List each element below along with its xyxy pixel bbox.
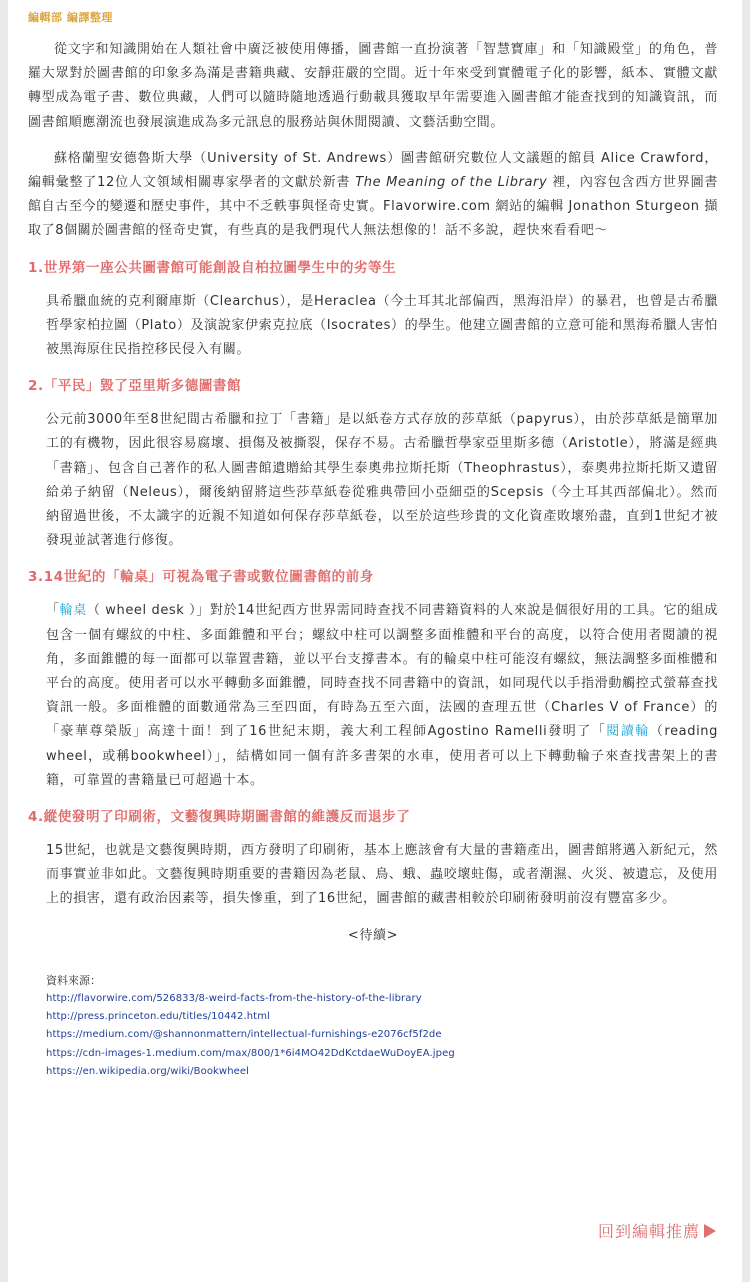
article-page [8, 0, 742, 1282]
article-content [28, 38, 718, 1081]
intro-paragraph-2 [28, 147, 718, 244]
editor-credit: 編輯部 編譯整理 [28, 11, 113, 24]
source-link-2[interactable]: http://press.princeton.edu/titles/10442.html [46, 1010, 270, 1022]
play-triangle-icon [704, 1224, 716, 1238]
source-link-1[interactable]: http://flavorwire.com/526833/8-weird-facts-from-the-history-of-the-library [46, 992, 422, 1004]
section-2-body: 公元前3000年至8世紀間古希臘和拉丁「書籍」是以紙卷方式存放的莎草紙（papyrus），由於莎草紙是簡單加工的有機物，因此很容易腐壞、損傷及被撕裂，保存不易。古希臘哲學家亞里斯多德（Aristotle），將滿是經典「書籍」、包含自己著作的私人圖書館遺贈給其學生泰奧弗拉斯托斯（Theophrastus），泰奧弗拉斯托斯又遺留給弟子納留（Neleus），爾後納留將這些莎草紙卷從雅典帶回小亞細亞的Scepsis（今土耳其西部偏北）。然而納留過世後，不太識字的近親不知道如何保存莎草紙卷，以至於這些珍貴的文化資產敗壞殆盡，直到1世紀才被發現並試著進行修復。 [46, 412, 718, 549]
source-link-5[interactable]: https://en.wikipedia.org/wiki/Bookwheel [46, 1065, 250, 1077]
intro-text-before: 蘇格蘭聖安德魯斯大學（University of St. Andrews）圖書館研究數位人文議題的館員 Alice Crawford，編輯彙整了12位人文領域相關專家學者的文獻於新書 [28, 150, 718, 191]
section-4-title: 4.縱使發明了印刷術，文藝復興時期圖書館的維護反而退步了 [28, 809, 411, 826]
section-3-body: 「輪桌（ wheel desk ）」對於14世紀西方世界需同時查找不同書籍資料的人來說是個很好用的工具。它的組成包含一個有螺紋的中柱、多面錐體和平台；螺紋中柱可以調整多面椎體和平台的高度，以符合使用者閱讀的視角，多面錐體的每一面都可以靠置書籍，並以平台支撐書本。有的輪桌中柱可能沒有螺紋，無法調整多面椎體和平台的高度。使用者可以水平轉動多面錐體，同時查找不同書籍中的資訊，如同現代以手指滑動觸控式螢幕查找資訊一般。多面椎體的面數通常為三至四面，有時為五至六面，法國的查理五世（Charles V of France）的「豪華尊榮版」高達十面！到了16世紀末期，義大利工程師Agostino Ramelli發明了「閱讀輪（reading wheel，或稱bookwheel）」，結構如同一個有許多書架的水車，使用者可以上下轉動輪子來查找書架上的書籍，可靠置的書籍量已可超過十本。 [46, 603, 718, 788]
wheel-desk-link[interactable]: 輪桌 [59, 603, 87, 619]
intro-paragraph-1: 從文字和知識開始在人類社會中廣泛被使用傳播，圖書館一直扮演著「智慧寶庫」和「知識殿堂」的角色，普羅大眾對於圖書館的印象多為滿是書籍典藏、安靜莊嚴的空間。近十年來受到實體電子化的影響，紙本、實體文獻轉型成為電子書、數位典藏，人們可以隨時隨地透過行動載具獲取早年需要進入圖書館才能查找到的知識資訊，而圖書館順應潮流也發展演進成為多元訊息的服務站與休閒閱讀、文藝活動空間。 [28, 42, 718, 130]
sources-label: 資料來源： [46, 973, 101, 987]
source-link-3[interactable]: https://medium.com/@shannonmattern/intellectual-furnishings-e2076cf5f2de [46, 1029, 442, 1041]
book-title: The Meaning of the Library [355, 175, 548, 191]
section-2-title: 2.「平民」毀了亞里斯多德圖書館 [28, 378, 242, 395]
to-be-continued: <待續> [347, 927, 399, 943]
section-4-body: 15世紀，也就是文藝復興時期，西方發明了印刷術，基本上應該會有大量的書籍產出，圖書館將邁入新紀元，然而事實並非如此。文藝復興時期重要的書籍因為老鼠、鳥、蛾、蟲咬壞蛀傷，或者潮濕、火災、被遺忘，及使用上的損害，還有政治因素等，損失慘重，到了16世紀，圖書館的藏書相較於印刷術發明前沒有豐富多少。 [46, 843, 718, 907]
section-3-title: 3.14世紀的「輪桌」可視為電子書或數位圖書館的前身 [28, 569, 374, 586]
source-link-4[interactable]: https://cdn-images-1.medium.com/max/800/1*6i4MO42DdKctdaeWuDoyEA.jpeg [46, 1047, 455, 1059]
reading-wheel-link[interactable]: 閱讀輪 [606, 724, 650, 740]
section-1-title: 1.世界第一座公共圖書館可能創設自柏拉圖學生中的劣等生 [28, 259, 397, 276]
sources-block [28, 972, 718, 1081]
back-link-label: 回到編輯推薦 [597, 1222, 700, 1241]
section-1-body: 具希臘血統的克利爾庫斯（Clearchus），是Heraclea（今土耳其北部偏西，黑海沿岸）的暴君，也曾是古希臘哲學家柏拉圖（Plato）及演說家伊索克拉底（Isocrates）的學生。他建立圖書館的立意可能和黑海希臘人害怕被黑海原住民指控移民侵入有關。 [46, 293, 718, 358]
back-to-editor-picks-link[interactable] [598, 1219, 716, 1242]
intro-text-after: 裡，內容包含西方世界圖書館自古至今的變遷和歷史事件，其中不乏軼事與怪奇史實。Flavorwire.com 網站的編輯 Jonathon Sturgeon 擷取了8個關於圖書館的怪奇史實，有些真的是我們現代人無法想像的！話不多說，趕快來看看吧～ [28, 175, 718, 239]
